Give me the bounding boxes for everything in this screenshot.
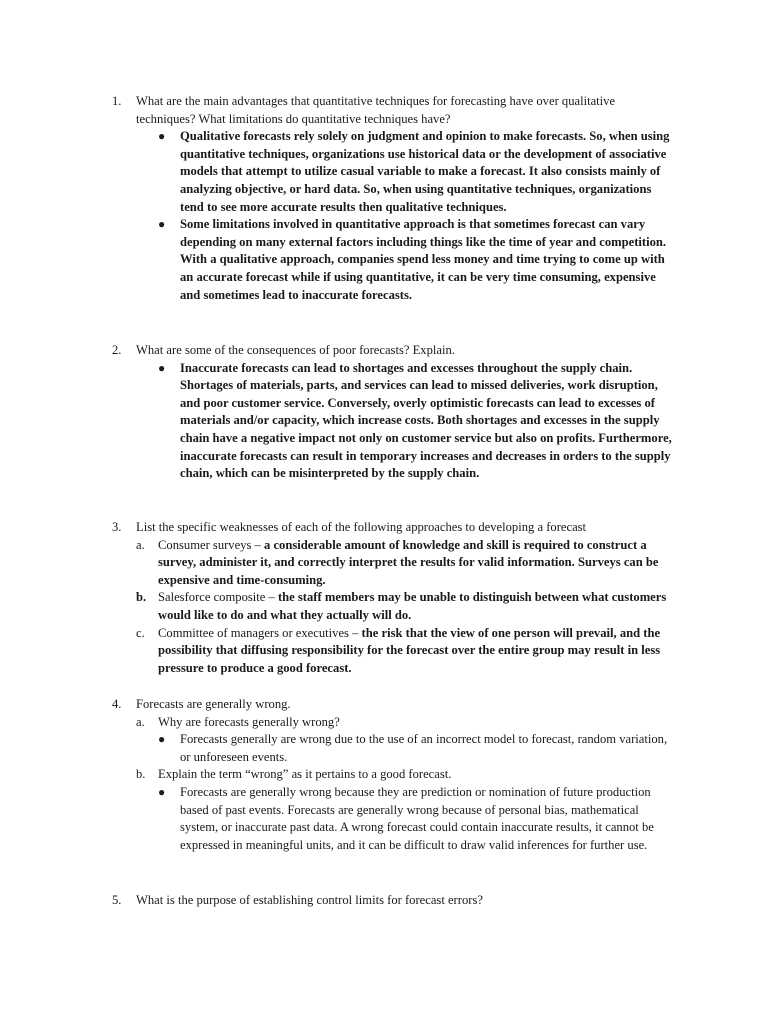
question-text: What are the main advantages that quantitative techniques for forecasting have over qualitative techniques? What limitations do quantitative techniques have? <box>136 94 616 126</box>
sub-letter: a. <box>136 537 145 552</box>
question-text: Forecasts are generally wrong. <box>136 697 291 711</box>
separator: – <box>265 590 278 605</box>
question-number: 1. <box>112 94 122 108</box>
sub-label: Consumer surveys <box>158 537 252 552</box>
sub-item-b <box>112 766 672 784</box>
question-number: 5. <box>112 893 122 907</box>
question-1 <box>112 93 672 304</box>
question-number: 3. <box>112 520 122 534</box>
question-3 <box>112 519 672 677</box>
sub-letter: a. <box>136 714 145 729</box>
sub-letter: c. <box>136 625 145 640</box>
sub-item-a <box>112 537 672 590</box>
sub-answer: the risk that the view of one person will prevail, and the possibility that diffusing responsibility for the forecast over the entire group may result in less pressure to produce a good forecast. <box>158 625 661 675</box>
sub-label: Salesforce composite <box>158 590 266 605</box>
bullet-icon: ● <box>158 360 166 375</box>
question-text: List the specific weaknesses of each of the following approaches to developing a forecast <box>136 520 587 534</box>
separator: – <box>251 537 264 552</box>
answer-bullet: ● Qualitative forecasts rely solely on judgment and opinion to make forecasts. So, when using quantitative techniques, organizations use historical data or the development of associative models that attempt to utilize casual variable to make a forecast. It also consists mainly of analyzing objective, or hard data. So, when using quantitative techniques, organizations tend to see more accurate results then qualitative techniques. <box>158 129 670 214</box>
question-text: What is the purpose of establishing control limits for forecast errors? <box>136 893 483 907</box>
question-text: What are some of the consequences of poor forecasts? Explain. <box>136 343 455 357</box>
sub-answer: the staff members may be unable to distinguish between what customers would like to do and what they actually will do. <box>158 590 667 622</box>
bullet-icon: ● <box>158 217 166 232</box>
sub-item-a <box>112 714 672 732</box>
bullet-icon: ● <box>158 732 166 747</box>
answer-bullet: ● Forecasts are generally wrong because they are prediction or nomination of future production based of past events. Forecasts are generally wrong because of personal bias, mathematical system, or inaccurate past data. A wrong forecast could contain inaccurate results, it cannot be expressed in meaningful units, and it can be difficult to draw valid inferences for further use. <box>158 784 654 852</box>
answer-bullet: ● Forecasts generally are wrong due to the use of an incorrect model to forecast, random variation, or unforeseen events. <box>158 732 668 764</box>
bullet-icon: ● <box>158 129 166 144</box>
question-3-prompt <box>112 519 672 537</box>
question-2-prompt <box>112 342 672 360</box>
sub-question: Why are forecasts generally wrong? <box>158 714 340 729</box>
question-5-prompt <box>112 892 672 910</box>
question-4 <box>112 696 672 854</box>
answer-list <box>112 128 672 304</box>
bullet-icon: ● <box>158 784 166 799</box>
question-5 <box>112 892 672 910</box>
sub-letter: b. <box>136 590 147 605</box>
sub-item-b <box>112 589 672 624</box>
question-1-prompt <box>112 93 672 128</box>
sub-label: Committee of managers or executives <box>158 625 349 640</box>
answer-bullet: ● Some limitations involved in quantitative approach is that sometimes forecast can vary depending on many external factors including things like the time of year and competition. With a qualitative approach, companies spend less money and time trying to come up with an accurate forecast while if using quantitative, it can be very time consuming, expensive and sometimes lead to inaccurate forecasts. <box>158 217 667 302</box>
question-number: 4. <box>112 697 122 711</box>
sub-question: Explain the term “wrong” as it pertains to a good forecast. <box>158 767 452 782</box>
sub-item-c <box>112 625 672 678</box>
question-4-prompt <box>112 696 672 714</box>
sub-answer: a considerable amount of knowledge and skill is required to construct a survey, administer it, and correctly interpret the results for valid information. Surveys can be expensive and time-consuming. <box>158 537 659 587</box>
separator: – <box>348 625 362 640</box>
answer-list <box>112 360 672 483</box>
answer-bullet: ● Inaccurate forecasts can lead to shortages and excesses throughout the supply chain. Shortages of materials, parts, and services can lead to missed deliveries, work disruption, and poor customer service. Conversely, overly optimistic forecasts can lead to excesses of materials and/or capacity, which increase costs. Both shortages and excesses in the supply chain have a negative impact not only on customer service but also on profits. Furthermore, inaccurate forecasts can result in temporary increases and decreases in orders to the supply chain, which can be misinterpreted by the supply chain. <box>158 360 672 481</box>
question-number: 2. <box>112 343 122 357</box>
sub-letter: b. <box>136 767 146 782</box>
question-2 <box>112 342 672 483</box>
